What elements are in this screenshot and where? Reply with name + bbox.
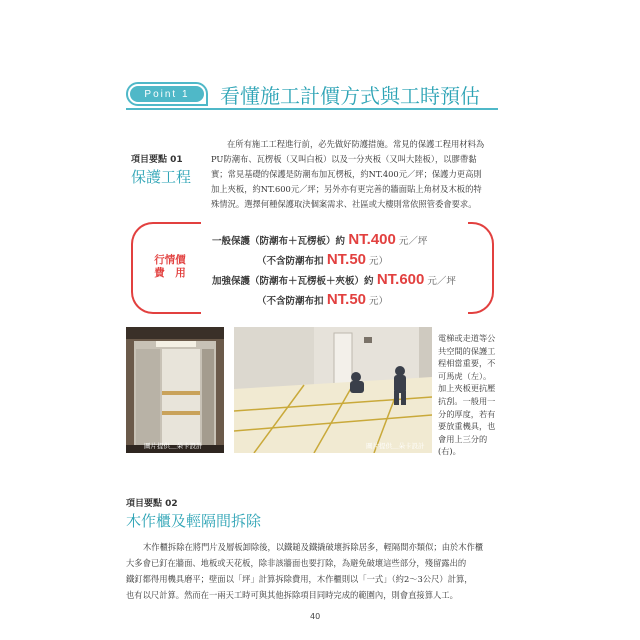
- item2-paragraph: [126, 539, 483, 603]
- price-desc: 一般保護（防潮布＋瓦楞板）約: [212, 236, 349, 247]
- floor-protection-illustration: [234, 327, 432, 453]
- caption-line: 電梯或走道等公: [438, 333, 496, 343]
- item1-paragraph-line: 在所有施工工程進行前，必先做好防護措施。常見的保護工程用材料為: [227, 139, 485, 149]
- item1-paragraph-line: 實；常見基礎的保護是防潮布加瓦楞板，約NT.400元／坪；保護力更高則: [211, 169, 482, 179]
- item2-paragraph-line: 木作櫃拆除在將門片及層板卸除後，以鐵鎚及鐵撬破壞拆除居多，輕隔間亦類似；由於木作櫃: [143, 542, 484, 552]
- item2-paragraph-line: 鐵釘都得用機具磨平；壁面以「坪」計算拆除費用，木作櫃則以「一式」（約2～3公尺）計算，: [126, 574, 473, 584]
- price-desc: 加強保護（防潮布＋瓦楞板＋夾板）約: [212, 276, 377, 287]
- price-unit: 元／坪: [395, 236, 428, 247]
- item1-label: 項目要點 01: [131, 155, 183, 165]
- item1-paragraph-line: PU防潮布、瓦楞板（又叫白板）以及一分夾板（又叫大陸板），以膠帶黏: [211, 154, 477, 164]
- caption-line: 要放重機具，也: [438, 421, 496, 432]
- floor-protection-photo: [234, 327, 432, 453]
- price-unit: 元／坪: [424, 276, 456, 287]
- item2-title: 木作櫃及輕隔間拆除: [126, 512, 262, 530]
- elevator-illustration: [126, 327, 224, 453]
- photo-credit: 圖片提供＿朵卡設計: [366, 442, 425, 450]
- price-amount: NT.50: [326, 291, 366, 308]
- price-tag-line2: 費 用: [154, 267, 186, 279]
- item1-title: 保護工程: [131, 168, 192, 186]
- caption-line: 共空間的保護工: [438, 345, 496, 356]
- photo-caption: [438, 332, 498, 458]
- caption-line: 分的厚度，若有: [438, 408, 496, 419]
- section-title: 看懂施工計價方式與工時預估: [220, 84, 480, 108]
- caption-line: 加上夾板更抗壓: [438, 383, 496, 394]
- caption-line: (右)。: [438, 446, 461, 457]
- caption-line: 會用上三分的: [438, 433, 488, 444]
- photo-credit: 圖片提供＿朵卡設計: [144, 442, 203, 450]
- page-number: 40: [310, 612, 321, 621]
- item2-label: 項目要點 02: [126, 499, 178, 509]
- item2-paragraph-line: 也有以尺計算。然而在一兩天工時可與其他拆除項目同時完成的範圍內，則會直接算人工。: [126, 590, 458, 600]
- price-tag-line1: 行情價: [154, 254, 186, 266]
- point-tab: [126, 82, 208, 106]
- item1-paragraph: [211, 137, 484, 212]
- caption-line: 程相當重要，不: [438, 358, 496, 369]
- caption-line: 抗刮。一般用一: [438, 395, 496, 406]
- price-unit: 元）: [366, 256, 389, 267]
- price-line-basic: [212, 231, 427, 248]
- price-line-enhanced: [212, 271, 456, 288]
- price-desc: （不含防潮布扣: [257, 256, 327, 267]
- item1-paragraph-line: 殊情況。選擇何種保護取決個案需求、社區或大樓則常依照管委會要求。: [211, 199, 477, 209]
- price-desc: （不含防潮布扣: [257, 296, 327, 307]
- price-line-enhanced-note: [257, 291, 388, 308]
- price-amount: NT.400: [348, 231, 396, 248]
- elevator-photo: [126, 327, 224, 453]
- item1-paragraph-line: 加上夾板，約NT.600元／坪；另外亦有更完善的牆面貼上角材及木板的特: [211, 184, 482, 194]
- price-amount: NT.50: [326, 251, 366, 268]
- price-amount: NT.600: [376, 271, 425, 288]
- price-unit: 元）: [366, 296, 389, 307]
- point-label: Point 1: [130, 86, 204, 102]
- item2-paragraph-line: 大多會已釘在牆面、地板或天花板，除非該牆面也要打除，為避免破壞這些部分，殘留露出的: [126, 558, 467, 568]
- caption-line: 可馬虎（左）。: [438, 370, 492, 381]
- price-tag: [150, 254, 190, 280]
- price-box-right-bracket: [468, 222, 494, 314]
- price-line-basic-note: [257, 251, 388, 268]
